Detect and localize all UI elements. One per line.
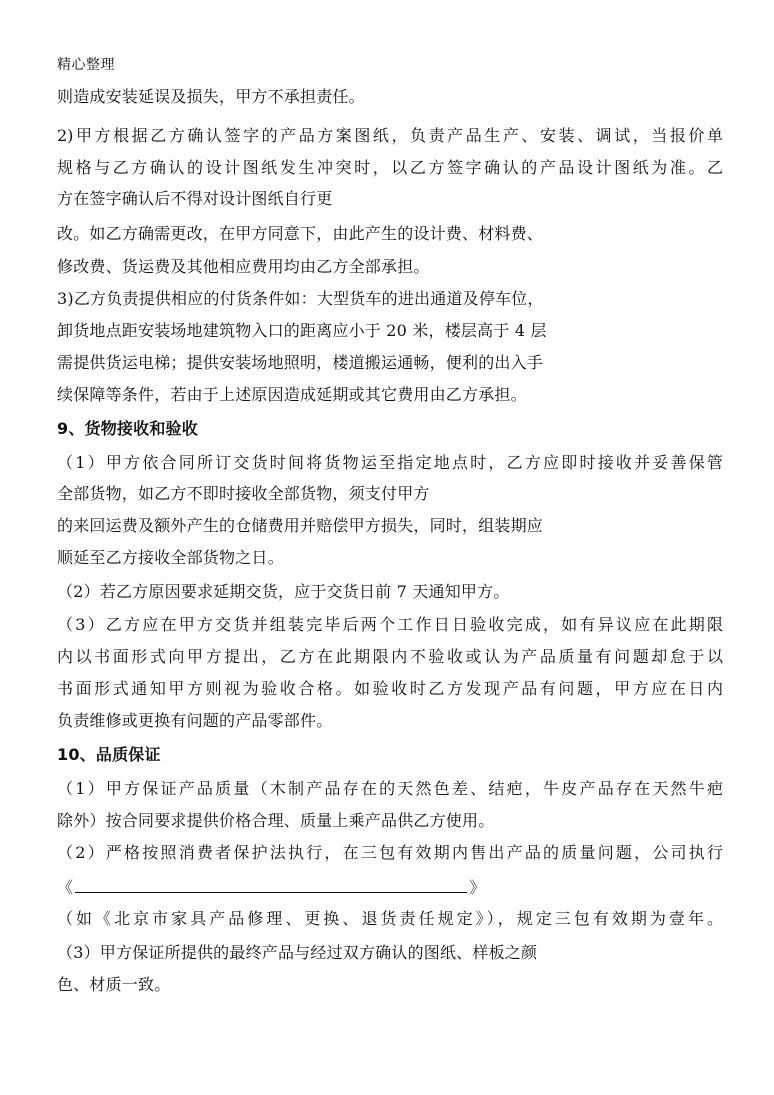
paragraph-line: 方在签字确认后不得对设计图纸自行更 [57,189,333,208]
paragraph-line: 需提供货运电梯；提供安装场地照明，楼道搬运通畅，便利的出入手 [57,353,544,372]
paragraph-line: 书面形式通知甲方则视为验收合格。如验收时乙方发现产品有问题，甲方应在日内 [57,679,723,698]
paragraph-line: 2)甲方根据乙方确认签字的产品方案图纸，负责产品生产、安装、调试，当报价单 [57,126,723,145]
paragraph-line: （如《北京市家具产品修理、更换、退货责任规定》），规定三包有效期为壹年。 [57,909,723,928]
paragraph-line: 改。如乙方确需更改，在甲方同意下，由此产生的设计费、材料费、 [57,224,544,243]
section-heading: 10、品质保证 [57,745,161,764]
paragraph-line: 内以书面形式向甲方提出，乙方在此期限内不验收或认为产品质量有问题却怠于以 [57,647,723,666]
paragraph-line: 规格与乙方确认的设计图纸发生冲突时，以乙方签字确认的产品设计图纸为准。乙 [57,158,723,177]
paragraph-line: 续保障等条件，若由于上述原因造成延期或其它费用由乙方承担。 [57,385,527,404]
paragraph-line: 除外）按合同要求提供价格合理、质量上乘产品供乙方使用。 [57,811,495,830]
paragraph-line: （2）若乙方原因要求延期交货，应于交货日前 7 天通知甲方。 [57,582,510,601]
paragraph-line: 的来回运费及额外产生的仓储费用并赔偿甲方损失，同时，组装期应 [57,516,544,535]
blank-field-line [57,874,485,899]
open-quote: 《 [57,878,74,897]
paragraph-line: （2）严格按照消费者保护法执行，在三包有效期内售出产品的质量问题，公司执行 [57,843,723,862]
paragraph-line: 卸货地点距安装场地建筑物入口的距离应小于 20 米，楼层高于 4 层 [57,321,547,340]
close-quote: 》 [469,878,486,897]
paragraph-line: 则造成安装延误及损失，甲方不承担责任。 [57,87,365,106]
paragraph-line: （1）甲方依合同所订交货时间将货物运至指定地点时，乙方应即时接收并妥善保管 [57,453,723,472]
paragraph-line: 负责维修或更换有问题的产品零部件。 [57,711,333,730]
blank-field[interactable] [75,874,467,893]
paragraph-line: 3)乙方负责提供相应的付货条件如：大型货车的进出通道及停车位， [57,289,544,308]
paragraph-line: 顺延至乙方接收全部货物之日。 [57,548,284,567]
page-header: 精心整理 [57,57,115,73]
section-heading: 9、货物接收和验收 [57,419,198,438]
paragraph-line: （3）乙方应在甲方交货并组装完毕后两个工作日日验收完成，如有异议应在此期限 [57,615,723,634]
paragraph-line: （1）甲方保证产品质量（木制产品存在的天然色差、结疤，牛皮产品存在天然牛疤 [57,779,723,798]
paragraph-line: 修改费、货运费及其他相应费用均由乙方全部承担。 [57,257,430,276]
paragraph-line: （3）甲方保证所提供的最终产品与经过双方确认的图纸、样板之颜 [57,943,538,962]
paragraph-line: 全部货物，如乙方不即时接收全部货物，须支付甲方 [57,484,430,503]
paragraph-line: 色、材质一致。 [57,975,171,994]
